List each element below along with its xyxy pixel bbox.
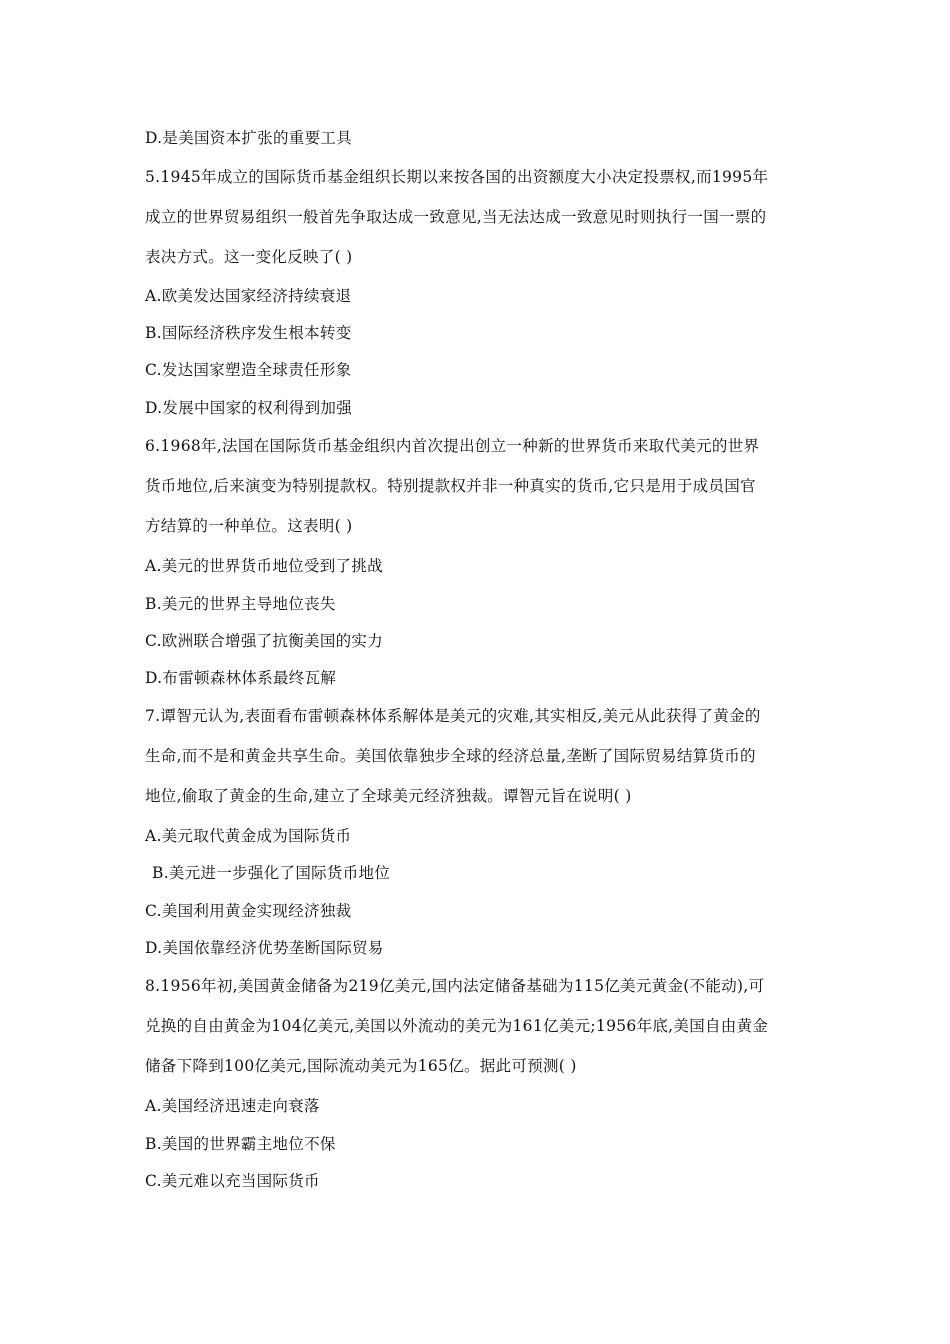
q7-option-c: C.美国利用黄金实现经济独裁 [145, 902, 352, 920]
q8-stem-line-1: 8.1956年初,美国黄金储备为219亿美元,国内法定储备基础为115亿美元黄金(不能动),可 [145, 977, 765, 995]
q5-option-d: D.发展中国家的权利得到加强 [145, 399, 353, 417]
q7-option-a: A.美元取代黄金成为国际货币 [145, 827, 352, 845]
q6-option-b: B.美元的世界主导地位丧失 [145, 595, 336, 613]
q5-option-c: C.发达国家塑造全球责任形象 [145, 361, 352, 379]
q6-stem-line-2: 货币地位,后来演变为特别提款权。特别提款权并非一种真实的货币,它只是用于成员国官 [145, 477, 756, 495]
q7-stem-line-2: 生命,而不是和黄金共享生命。美国依靠独步全球的经济总量,垄断了国际贸易结算货币的 [145, 747, 756, 765]
q7-option-d: D.美国依靠经济优势垄断国际贸易 [145, 939, 384, 957]
q4-option-d: D.是美国资本扩张的重要工具 [145, 129, 353, 147]
q8-option-a: A.美国经济迅速走向衰落 [145, 1097, 320, 1115]
q5-option-b: B.国际经济秩序发生根本转变 [145, 324, 352, 342]
q8-option-b: B.美国的世界霸主地位不保 [145, 1135, 336, 1153]
q6-stem-line-1: 6.1968年,法国在国际货币基金组织内首次提出创立一种新的世界货币来取代美元的世界 [145, 437, 760, 455]
q5-stem-line-2: 成立的世界贸易组织一般首先争取达成一致意见,当无法达成一致意见时则执行一国一票的 [145, 208, 767, 226]
q5-stem-line-3: 表决方式。这一变化反映了( ) [145, 248, 353, 266]
q7-stem-line-3: 地位,偷取了黄金的生命,建立了全球美元经济独裁。谭智元旨在说明( ) [145, 787, 632, 805]
q7-option-b: B.美元进一步强化了国际货币地位 [152, 864, 391, 882]
q6-option-c: C.欧洲联合增强了抗衡美国的实力 [145, 632, 384, 650]
q5-stem-line-1: 5.1945年成立的国际货币基金组织长期以来按各国的出资额度大小决定投票权,而1995年 [145, 168, 769, 186]
q5-option-a: A.欧美发达国家经济持续衰退 [145, 287, 352, 305]
q6-option-a: A.美元的世界货币地位受到了挑战 [145, 557, 383, 575]
q8-stem-line-2: 兑换的自由黄金为104亿美元,美国以外流动的美元为161亿美元;1956年底,美国自由黄金 [145, 1017, 769, 1035]
q8-option-c: C.美元难以充当国际货币 [145, 1172, 320, 1190]
q8-stem-line-3: 储备下降到100亿美元,国际流动美元为165亿。据此可预测( ) [145, 1057, 577, 1075]
q6-option-d: D.布雷顿森林体系最终瓦解 [145, 669, 337, 687]
q7-stem-line-1: 7.谭智元认为,表面看布雷顿森林体系解体是美元的灾难,其实相反,美元从此获得了黄金的 [145, 707, 761, 725]
q6-stem-line-3: 方结算的一种单位。这表明( ) [145, 517, 353, 535]
